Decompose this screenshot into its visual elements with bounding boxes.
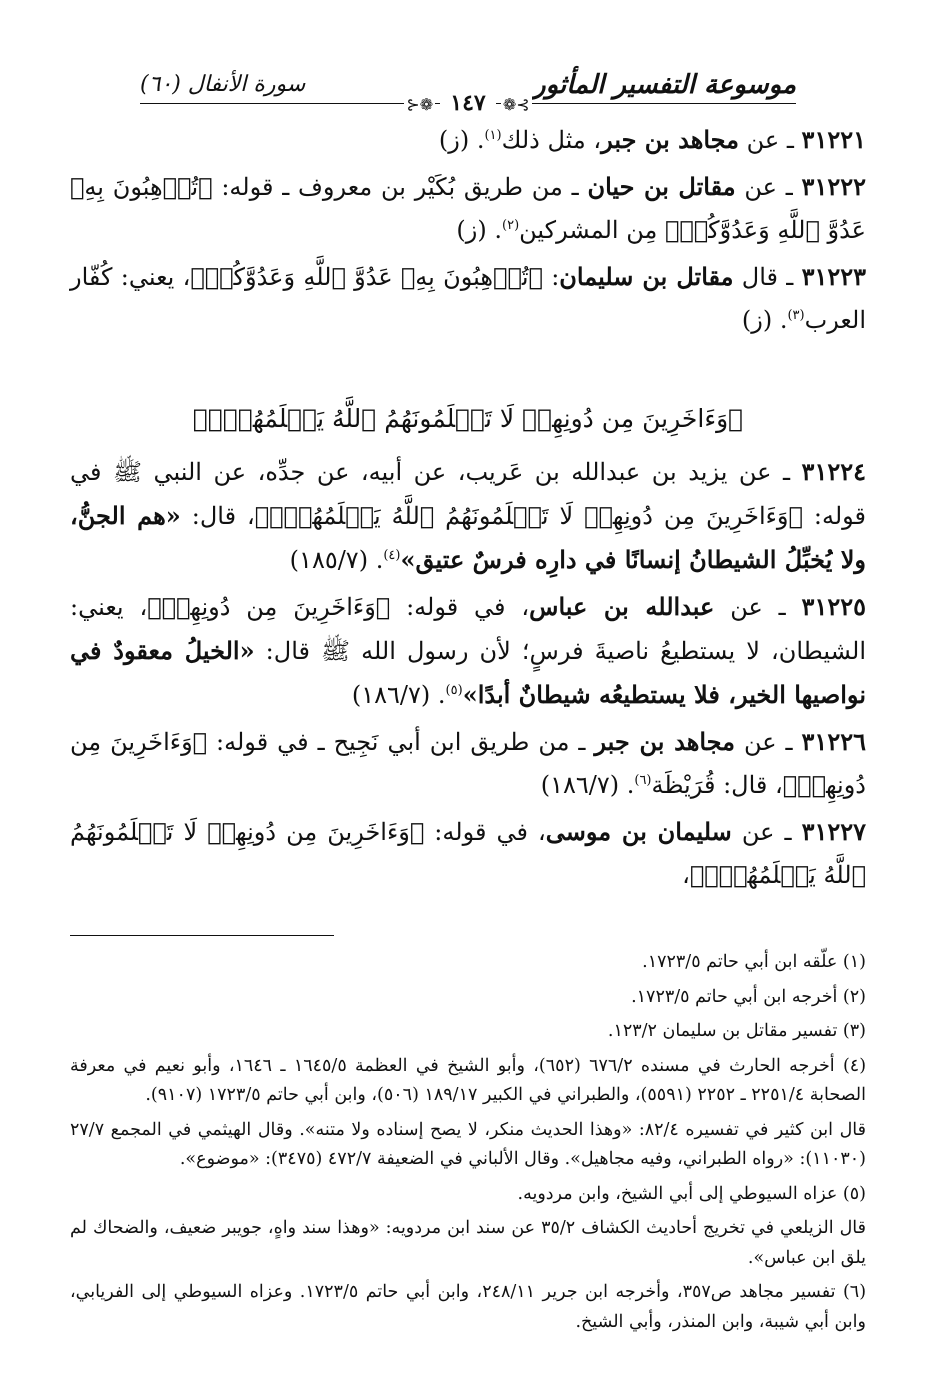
narration-entry (70, 165, 866, 252)
footnote-marker: (٥) (445, 683, 463, 698)
footnote-marker: (١) (484, 128, 502, 143)
entry-text: ، (682, 861, 690, 889)
surah-title: سورة الأنفال (٦٠) (140, 72, 306, 97)
entry-text: ـ عن (739, 126, 802, 154)
bold-text: سليمان بن موسى (545, 817, 732, 846)
book-title: موسوعة التفسير المأثور (533, 70, 796, 100)
entry-text: . (ز) (438, 126, 485, 154)
narration-entry (70, 450, 866, 582)
entry-text: ـ عن (731, 818, 802, 846)
entry-text: ، يعني: الشيطان، لا يستطيعُ ناصيةَ فرسٍ؛ لأن رسول الله ﷺ قال: (70, 593, 866, 665)
bold-text: «الخيلُ معقودٌ في نواصيها الخير، فلا يستطيعُه شيطانٌ أبدًا» (70, 636, 866, 709)
bold-text: مجاهد بن جبر (594, 727, 736, 756)
bold-text: مقاتل بن حيان (587, 172, 736, 201)
entry-number: ٣١٢٢٣ (801, 262, 867, 291)
footnote-marker: (٦) (634, 773, 652, 788)
narration-entry (70, 118, 866, 162)
main-text (70, 118, 866, 897)
entry-text: : (542, 263, 560, 291)
entry-number: ٣١٢٢٦ (801, 727, 866, 756)
entries-group-b (70, 450, 866, 897)
footnote-marker: (٤) (383, 548, 401, 563)
entry-text: ـ عن يزيد بن عبدالله بن عَريب، عن أبيه، عن جدِّه، عن النبي ﷺ في قوله: (70, 458, 866, 530)
footnote-separator (70, 935, 334, 936)
entry-text: . (ز) (456, 216, 502, 244)
narration-entry (70, 255, 866, 342)
page-number-block (70, 90, 866, 116)
entry-text: ، في قوله: (390, 593, 530, 621)
entry-text: . (ز) (741, 306, 788, 334)
quran-quote: ﴿تُرۡهِبُونَ بِهِۦ عَدُوَّ ٱللَّهِ وَعَدُوَّكُمۡ﴾ (190, 263, 543, 291)
entry-text: . (430, 681, 446, 709)
narration-entry (70, 720, 866, 807)
entry-number: ٣١٢٢٧ (801, 817, 867, 846)
quran-quote: ﴿وَءَاخَرِينَ مِن دُونِهِمۡ لَا تَعۡلَمُونَهُمُ ٱللَّهُ يَعۡلَمُهُمۡۚ﴾ (254, 502, 803, 530)
entry-text: ، قال: قُرَيْظَة (651, 771, 783, 799)
entry-text: مِن المشركين (519, 216, 665, 244)
footnote-marker: (٣) (787, 308, 805, 323)
entry-text: ـ عن (735, 173, 802, 201)
entry-text: ، مثل ذلك (501, 126, 602, 154)
footnote: قال ابن كثير في تفسيره ٨٢/٤: «وهذا الحديث منكر، لا يصح إسناده ولا متنه». وقال الهيثمي في المجمع ٢٧/٧ (١١٠٣٠): «رواه الطبراني، وفيه مجاهيل». وقال الألباني في الضعيفة ٤٧٢/٧ (٣٤٧٥): «موضوع». (70, 1119, 866, 1169)
footnote-marker: (٢) (502, 218, 520, 233)
entries-group-a (70, 118, 866, 342)
quran-quote: ﴿وَءَاخَرِينَ مِن دُونِهِمۡ﴾ (147, 593, 391, 621)
volume-page-ref: (١٨٦/٧) (540, 771, 620, 799)
volume-page-ref: (١٨٦/٧) (351, 681, 431, 709)
entry-text: ـ عن (735, 728, 802, 756)
entry-number: ٣١٢٢١ (801, 125, 866, 154)
footnote: (٤) أخرجه الحارث في مسنده ٦٧٦/٢ (٦٥٢)، وأبو الشيخ في العظمة ١٦٤٥/٥ ـ ١٦٤٦، وأبو نعيم في معرفة الصحابة ٢٢٥١/٤ ـ ٢٢٥٢ (٥٥٩١)، والطبراني في الكبير ١٨٩/١٧ (٥٠٦)، وابن أبي حاتم ١٧٢٣/٥ (٩١٠٧). (70, 1055, 867, 1105)
entry-text: ـ من طريق بُكَيْر بن معروف ـ قوله: (212, 173, 588, 201)
page-header (70, 0, 866, 118)
quran-quote: ﴿وَءَاخَرِينَ مِن دُونِهِمۡ﴾ (70, 728, 866, 799)
page-number: ١٤٧ (440, 90, 495, 116)
verse-heading: ﴿وَءَاخَرِينَ مِن دُونِهِمۡ لَا تَعۡلَمُونَهُمُ ٱللَّهُ يَعۡلَمُهُمۡۚ﴾ (192, 404, 744, 433)
entry-text: ـ من طريق ابن أبي نَجِيح ـ في قوله: (207, 728, 595, 756)
bold-text: «هم الجنُّ، ولا يُخبِّلُ الشيطانُ إنسانًا في دارِه فرسٌ عتيق» (70, 501, 866, 574)
bold-text: مقاتل بن سليمان (559, 262, 734, 291)
bold-text: مجاهد بن جبر (601, 125, 740, 154)
bold-text: عبدالله بن عباس (529, 592, 715, 621)
footnote: قال الزيلعي في تخريج أحاديث الكشاف ٣٥/٢ عن سند ابن مردويه: «وهذا سند واهٍ، جويبر ضعيف، والضحاك لم يلق ابن عباس». (70, 1218, 866, 1268)
quran-quote: ﴿وَءَاخَرِينَ مِن دُونِهِمۡ لَا تَعۡلَمُونَهُمُ ٱللَّهُ يَعۡلَمُهُمۡۚ﴾ (70, 818, 866, 889)
entry-text: . (368, 546, 384, 574)
entry-text: ، في قوله: (424, 818, 546, 846)
footnote: (٢) أخرجه ابن أبي حاتم ١٧٢٣/٥. (631, 986, 866, 1007)
entry-text: . (619, 771, 635, 799)
footnotes (70, 948, 866, 1337)
entry-number: ٣١٢٢٢ (801, 172, 866, 201)
quran-quote: ﴿تُرۡهِبُونَ بِهِۦ عَدُوَّ ٱللَّهِ وَعَدُوَّكُمۡ﴾ (70, 173, 866, 244)
footnote: (٦) تفسير مجاهد ص٣٥٧، وأخرجه ابن جرير ٢٤٨/١١، وابن أبي حاتم ١٧٢٣/٥. وعزاه السيوطي إلى الفريابي، وابن أبي شيبة، وابن المنذر، وأبي الشيخ. (70, 1282, 867, 1332)
footnote: (١) علّقه ابن أبي حاتم ١٧٢٣/٥. (642, 952, 866, 972)
entry-number: ٣١٢٢٤ (801, 457, 866, 486)
footnote: (٥) عزاه السيوطي إلى أبي الشيخ، وابن مردويه. (517, 1183, 866, 1204)
entry-number: ٣١٢٢٥ (801, 592, 866, 621)
ornament-left-icon: ❁⊰ (406, 95, 434, 114)
footnote: (٣) تفسير مقاتل بن سليمان ١٢٣/٢. (607, 1021, 866, 1041)
entry-text: ، يعني: كُفّار العرب (70, 263, 866, 334)
volume-page-ref: (١٨٥/٧) (289, 546, 369, 574)
ornament-right-icon: ⊱❁ (502, 95, 530, 114)
narration-entry (70, 810, 866, 897)
entry-text: ـ قال (733, 263, 802, 291)
entry-text: ـ عن (714, 593, 802, 621)
entry-text: ، قال: (180, 502, 255, 530)
narration-entry (70, 585, 866, 717)
